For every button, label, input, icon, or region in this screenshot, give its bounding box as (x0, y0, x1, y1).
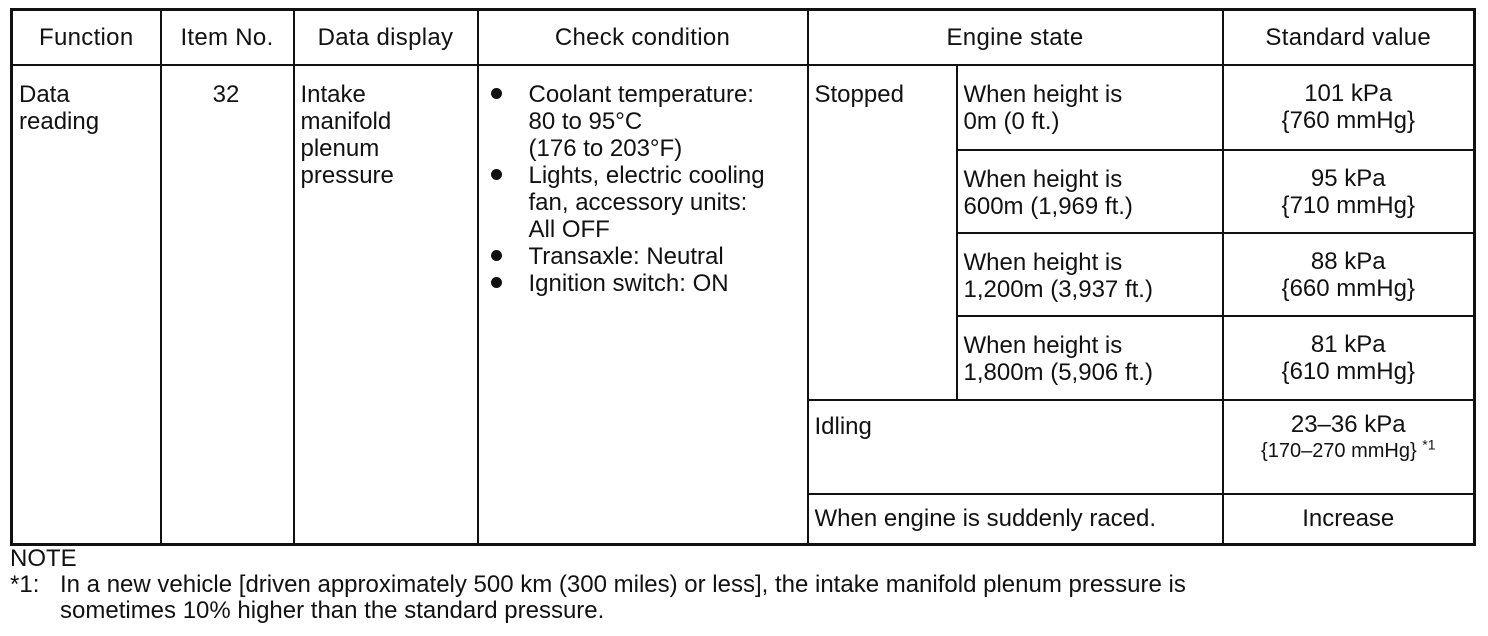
condition-line: (176 to 203°F) (528, 135, 683, 162)
height-condition-line: 600m (1,969 ft.) (963, 193, 1133, 220)
standard-value-cell (1223, 316, 1475, 400)
height-condition-line: When height is (963, 81, 1123, 108)
data-display-cell (294, 65, 478, 544)
height-condition-line: When height is (963, 332, 1123, 359)
height-condition-line: 1,200m (3,937 ft.) (963, 276, 1153, 303)
standard-value-cell (1223, 233, 1475, 316)
standard-value-cell (1223, 150, 1475, 233)
item-no-cell (161, 65, 294, 544)
condition-line: Coolant temperature: (528, 81, 754, 108)
height-condition-cell (957, 150, 1223, 233)
height-condition-line: When height is (963, 166, 1123, 193)
height-condition-line: 0m (0 ft.) (963, 108, 1060, 135)
footnote-ref: *1 (1422, 436, 1436, 453)
value-mmhg-line (1224, 438, 1474, 465)
height-condition-cell (957, 316, 1223, 400)
value-kpa: 95 kPa (1310, 165, 1386, 192)
condition-line: 80 to 95°C (528, 108, 643, 135)
condition-line: Lights, electric cooling (528, 162, 765, 189)
footnote-text: In a new vehicle [driven approximately 500 km (300 miles) or less], the intake manifold plenum pressure is (60, 571, 1186, 598)
footnote-marker: *1: (10, 571, 40, 598)
condition-line: fan, accessory units: (528, 189, 748, 216)
height-condition-line: 1,800m (5,906 ft.) (963, 359, 1153, 386)
stopped-label: Stopped (814, 81, 904, 108)
header-check-condition: Check condition (478, 10, 808, 66)
raced-label: When engine is suddenly raced. (814, 505, 1157, 533)
function-cell (12, 65, 161, 544)
header-standard-value: Standard value (1223, 10, 1475, 66)
standard-value-table (10, 8, 1476, 546)
check-condition-cell (478, 65, 808, 544)
standard-value-cell (1223, 65, 1475, 150)
function-line: Data (19, 81, 70, 108)
footnote-continuation (10, 598, 1470, 624)
data-display-line: pressure (300, 162, 394, 189)
data-display-line: Intake (300, 81, 366, 108)
height-condition-cell (957, 65, 1223, 150)
item-no: 32 (212, 81, 240, 108)
data-display-line: manifold (300, 108, 392, 135)
value-kpa: 81 kPa (1310, 331, 1386, 358)
condition-line: Ignition switch: ON (528, 270, 729, 297)
idling-cell (808, 400, 1223, 494)
note-section (10, 546, 1470, 624)
header-function: Function (12, 10, 161, 66)
value-kpa: 88 kPa (1310, 248, 1386, 275)
function-line: reading (19, 108, 100, 135)
header-data-display: Data display (294, 10, 478, 66)
standard-value-cell (1223, 400, 1475, 494)
value-mmhg: {660 mmHg} (1281, 275, 1415, 302)
height-condition-cell (957, 233, 1223, 316)
value-kpa: 23–36 kPa (1290, 411, 1406, 438)
value-mmhg: {610 mmHg} (1281, 358, 1415, 385)
list-item (489, 243, 801, 270)
raced-value: Increase (1302, 505, 1395, 533)
header-item-no: Item No. (161, 10, 294, 66)
header-engine-state: Engine state (808, 10, 1223, 66)
value-mmhg: {170–270 mmHg} (1261, 440, 1417, 462)
list-item (489, 81, 801, 162)
condition-line: All OFF (528, 216, 610, 243)
footnote-text: sometimes 10% higher than the standard pressure. (60, 597, 605, 624)
condition-line: Transaxle: Neutral (528, 243, 724, 270)
data-display-line: plenum (300, 135, 380, 162)
table-row (12, 65, 1475, 150)
list-item (489, 162, 801, 243)
list-item (489, 270, 801, 297)
height-condition-line: When height is (963, 249, 1123, 276)
footnote (10, 572, 1470, 598)
stopped-cell (808, 65, 957, 400)
value-mmhg: {760 mmHg} (1281, 107, 1415, 134)
table-header-row (12, 10, 1475, 66)
idling-label: Idling (814, 413, 872, 440)
note-title: NOTE (10, 545, 77, 572)
raced-cell (808, 494, 1223, 544)
standard-value-cell (1223, 494, 1475, 544)
value-kpa: 101 kPa (1304, 80, 1393, 107)
value-mmhg: {710 mmHg} (1281, 192, 1415, 219)
check-condition-list (479, 66, 807, 297)
